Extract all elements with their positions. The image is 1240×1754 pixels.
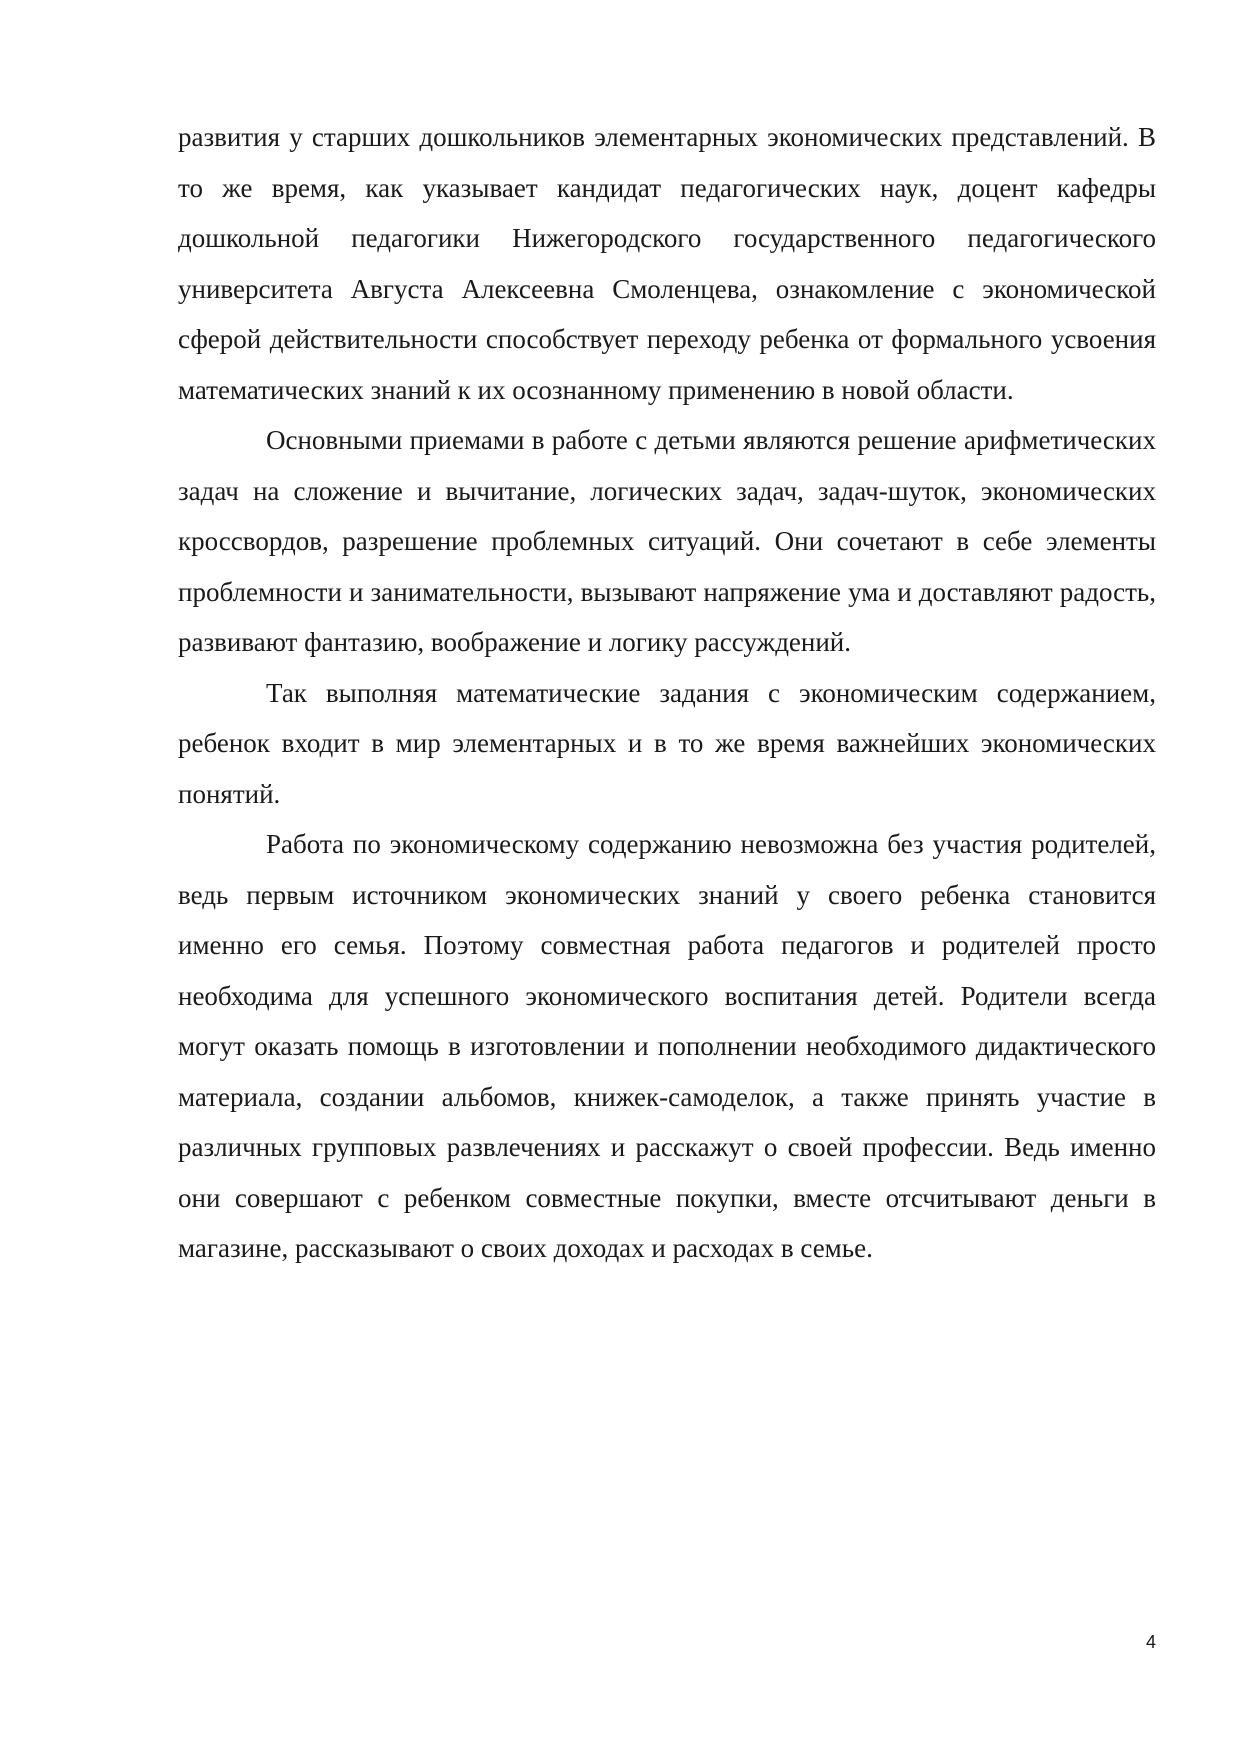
body-text — [178, 112, 1156, 1274]
paragraph-parents: Работа по экономическому содержанию невозможна без участия родителей, ведь первым источником экономических знаний у своего ребенка становится именно его семья. Поэтому совместная работа педагогов и родителей просто необходима для успешного экономического воспитания детей. Родители всегда могут оказать помощь в изготовлении и пополнении необходимого дидактического материала, создании альбомов, книжек-самоделок, а также принять участие в различных групповых развлечениях и расскажут о своей профессии. Ведь именно они совершают с ребенком совместные покупки, вместе отсчитывают деньги в магазине, рассказывают о своих доходах и расходах в семье. — [178, 829, 1156, 1263]
paragraph-math-tasks: Так выполняя математические задания с экономическим содержанием, ребенок входит в мир элементарных и в то же время важнейших экономических понятий. — [178, 677, 1156, 809]
paragraph-continuation: развития у старших дошкольников элементарных экономических представлений. В то же время, как указывает кандидат педагогических наук, доцент кафедры дошкольной педагогики Нижегородского государственного педагогического университета Августа Алексеевна Смоленцева, ознакомление с экономической сферой действительности способствует переходу ребенка от формального усвоения математических знаний к их осознанному применению в новой области. — [178, 122, 1156, 405]
page-number: 4 — [1145, 1632, 1156, 1652]
paragraph-methods: Основными приемами в работе с детьми являются решение арифметических задач на сложение и вычитание, логических задач, задач-шуток, экономических кроссвордов, разрешение проблемных ситуаций. Они сочетают в себе элементы проблемности и занимательности, вызывают напряжение ума и доставляют радость, развивают фантазию, воображение и логику рассуждений. — [178, 425, 1156, 657]
